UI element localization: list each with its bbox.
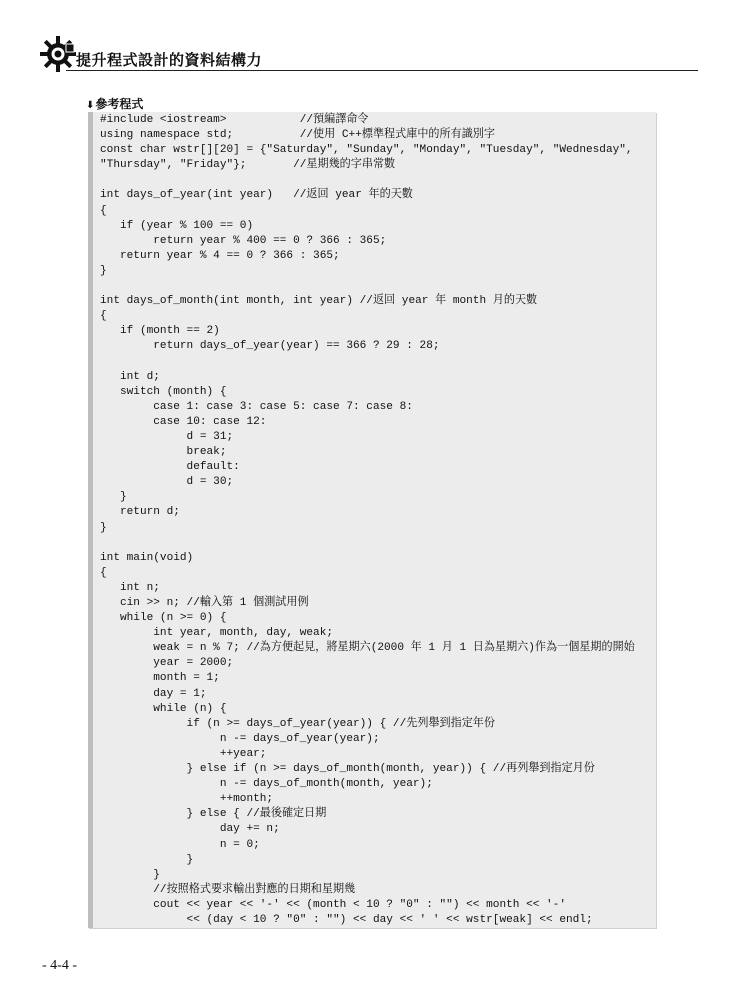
code-line: const char wstr[][20] = {"Saturday", "Sunday", "Monday", "Tuesday", "Wednesday",	[100, 144, 633, 157]
code-line: "Thursday", "Friday"}; //星期幾的字串常數	[100, 159, 396, 172]
header-divider	[66, 70, 698, 71]
code-line: return d;	[100, 506, 180, 519]
code-line: {	[100, 310, 107, 323]
code-line: d = 30;	[100, 476, 234, 489]
code-line: n -= days_of_year(year);	[100, 732, 380, 745]
page-number: - 4-4 -	[42, 958, 77, 973]
code-line: case 10: case 12:	[100, 415, 267, 428]
down-arrow-icon: ⬇	[86, 100, 95, 111]
code-line: << (day < 10 ? "0" : "") << day << ' ' << wstr[weak] << endl;	[100, 913, 593, 926]
code-line: n -= days_of_month(month, year);	[100, 778, 433, 791]
code-line: day += n;	[100, 823, 280, 836]
code-line: switch (month) {	[100, 385, 227, 398]
code-line	[100, 536, 656, 551]
code-line: while (n) {	[100, 702, 227, 715]
code-line: int d;	[100, 370, 160, 383]
code-line: while (n >= 0) {	[100, 612, 227, 625]
code-line: {	[100, 204, 107, 217]
code-line: int days_of_month(int month, int year) //返回 year 年 month 月的天數	[100, 295, 538, 308]
code-line: break;	[100, 446, 227, 459]
code-line	[100, 279, 656, 294]
code-line: case 1: case 3: case 5: case 7: case 8:	[100, 400, 413, 413]
code-line	[100, 173, 656, 188]
code-line: }	[100, 491, 127, 504]
code-line: day = 1;	[100, 687, 207, 700]
code-line: return days_of_year(year) == 366 ? 29 : 28;	[100, 340, 440, 353]
section-title-label: 參考程式	[95, 97, 144, 111]
code-line: }	[100, 264, 107, 277]
code-line: {	[100, 566, 107, 579]
section-title	[86, 95, 143, 112]
gear-circle-icon	[38, 34, 78, 74]
code-line	[100, 355, 656, 370]
code-line: using namespace std; //使用 C++標準程式庫中的所有識別字	[100, 129, 495, 142]
code-line: } else if (n >= days_of_month(month, year)) { //再列舉到指定月份	[100, 763, 595, 776]
code-line: year = 2000;	[100, 657, 234, 670]
code-line: int year, month, day, weak;	[100, 627, 334, 640]
code-line: int n;	[100, 581, 160, 594]
code-line: #include <iostream> //預編譯命令	[100, 114, 369, 126]
code-line: }	[100, 853, 194, 866]
code-block	[100, 113, 656, 928]
code-line: return year % 400 == 0 ? 366 : 365;	[100, 234, 387, 247]
code-line: cin >> n; //輸入第 1 個測試用例	[100, 597, 309, 609]
code-line: month = 1;	[100, 672, 220, 685]
code-line: int days_of_year(int year) //返回 year 年的天數	[100, 189, 413, 202]
code-line: if (year % 100 == 0)	[100, 219, 254, 232]
header-title: 提升程式設計的資料結構力	[76, 51, 263, 69]
code-line: d = 31;	[100, 430, 234, 443]
code-line: if (month == 2)	[100, 325, 220, 338]
code-line: //按照格式要求輸出對應的日期和星期幾	[100, 883, 356, 896]
code-line: cout << year << '-' << (month < 10 ? "0" : "") << month << '-'	[100, 898, 567, 911]
code-line: if (n >= days_of_year(year)) { //先列舉到指定年份	[100, 717, 495, 730]
code-line: ++year;	[100, 747, 267, 760]
code-line: default:	[100, 461, 240, 474]
code-line: return year % 4 == 0 ? 366 : 365;	[100, 249, 340, 262]
code-line: }	[100, 868, 160, 881]
code-line: }	[100, 521, 107, 534]
page-header	[38, 34, 698, 74]
code-line: } else { //最後確定日期	[100, 808, 327, 821]
code-line: ++month;	[100, 793, 274, 806]
code-line: n = 0;	[100, 838, 260, 851]
code-line: int main(void)	[100, 551, 194, 564]
code-line: weak = n % 7; //為方便起見，將星期六(2000 年 1 月 1 日為星期六)作為一個星期的開始	[100, 642, 635, 655]
